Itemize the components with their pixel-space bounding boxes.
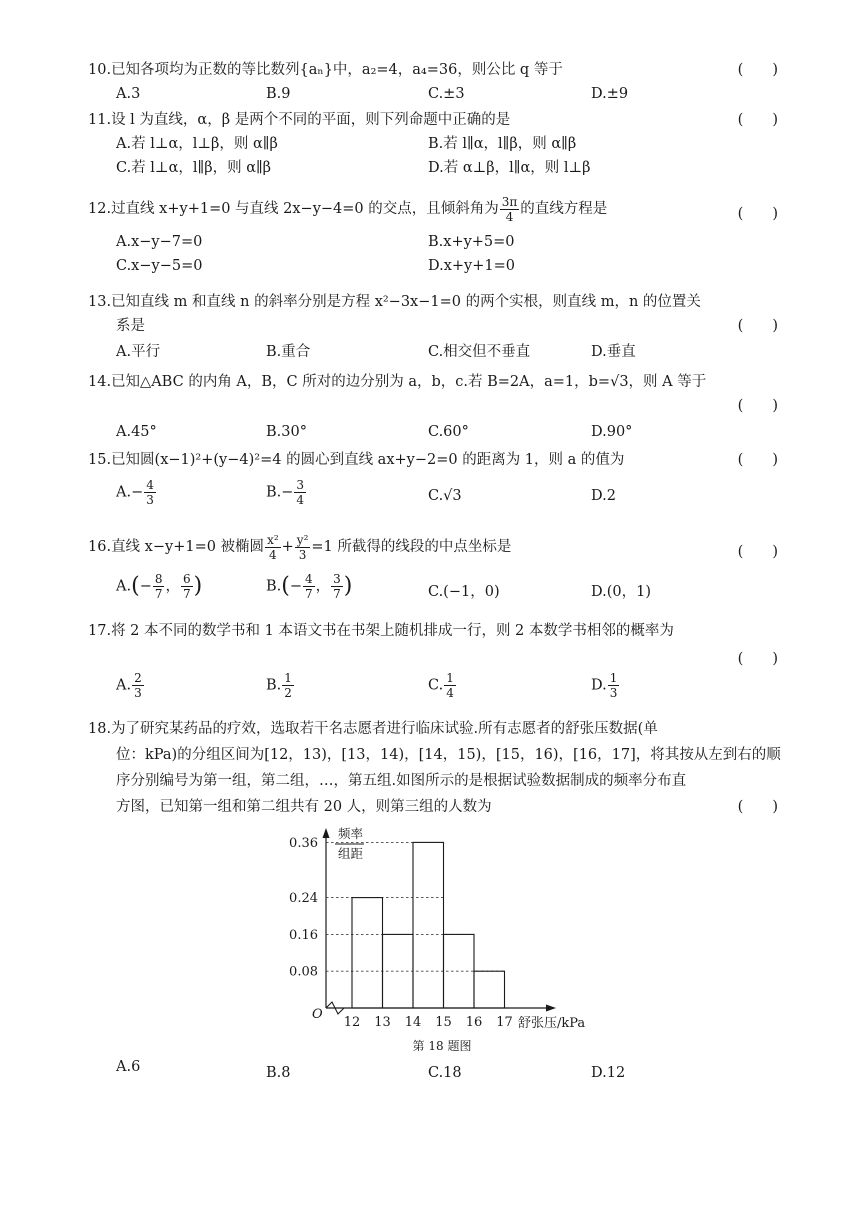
option-c[interactable]: C.x−y−5=0 [116, 258, 203, 274]
option-d[interactable]: D.90° [591, 424, 633, 440]
histogram-bar [474, 971, 505, 1008]
y-label-numerator: 频率 [338, 826, 364, 841]
option-a[interactable]: A. $\frac{2}{3}$ [116, 671, 142, 700]
question-number: 12. [88, 201, 112, 217]
fraction: $\frac{\text{x²}}{4}$ [267, 532, 279, 562]
option-a[interactable]: A.6 [116, 1059, 141, 1075]
option-d[interactable]: D.12 [591, 1065, 626, 1081]
x-tick-label: 17 [496, 1015, 513, 1030]
y-axis-arrow [323, 828, 330, 838]
option-a[interactable]: A.x−y−7=0 [116, 234, 203, 250]
question-10 [88, 58, 778, 108]
histogram-bar [352, 898, 383, 1008]
question-18 [88, 716, 781, 820]
answer-bracket: ( ) [737, 318, 778, 334]
option-b[interactable]: B.重合 [266, 344, 311, 360]
question-number: 17. [88, 623, 112, 639]
option-d[interactable]: D.2 [591, 488, 616, 504]
y-label-denominator: 组距 [338, 846, 364, 861]
options [116, 572, 778, 612]
question-stem: 已知圆(x−1)²+(y−4)²=4 的圆心到直线 ax+y−2=0 的距离为 1，则 a 的值为 [111, 452, 625, 468]
question-18-options [88, 1055, 778, 1081]
x-tick-label: 12 [343, 1015, 361, 1030]
x-axis-label: 舒张压/kPa [518, 1016, 586, 1031]
question-number: 14. [88, 374, 112, 390]
origin-label: O [312, 1007, 323, 1022]
question-15 [88, 448, 778, 518]
question-stem: 已知各项均为正数的等比数列{aₙ}中，a₂=4，a₄=36，则公比 q 等于 [111, 62, 563, 78]
figure-caption: 第 18 题图 [412, 1039, 472, 1053]
answer-bracket: ( ) [737, 544, 778, 560]
options-row-1 [116, 230, 778, 254]
option-c[interactable]: C. $\frac{1}{4}$ [428, 671, 454, 700]
options-row-2 [116, 156, 778, 180]
options [116, 478, 778, 518]
answer-bracket: ( ) [737, 651, 778, 667]
option-b[interactable]: B. $\frac{1}{2}$ [266, 671, 292, 700]
options-row-1 [116, 132, 778, 156]
option-b[interactable]: B.x+y+5=0 [428, 234, 515, 250]
question-12: 12.过直线 x+y+1=0 与直线 2x−y−4=0 的交点，且倾斜角为 $\frac{3\pi}{4}$ 的直线方程是 ( ) A.x−y−7=0 B.x+y+5=0 C.x−y−5=0 D.x+y+1=0 [88, 192, 778, 278]
option-c[interactable]: C.若 l⊥α，l∥β，则 α∥β [116, 160, 272, 176]
options-row-2 [116, 254, 778, 278]
question-number: 18. [88, 721, 112, 737]
option-d[interactable]: D.垂直 [591, 344, 636, 360]
question-stem-continued: 系是 [116, 318, 145, 334]
x-tick-label: 16 [465, 1015, 483, 1030]
option-c[interactable]: C.18 [428, 1065, 462, 1081]
question-stem: 已知△ABC 的内角 A，B，C 所对的边分别为 a，b，c.若 B=2A，a=1，b=√3，则 A 等于 [111, 374, 707, 390]
question-17 [88, 619, 778, 711]
fraction: $\frac{3}{4}$ [296, 478, 305, 507]
option-d[interactable]: D.(0，1) [591, 584, 651, 600]
frequency-histogram [280, 818, 640, 1058]
question-stem: 将 2 本不同的数学书和 1 本语文书在书架上随机排成一行，则 2 本数学书相邻的概率为 [111, 623, 674, 639]
y-tick-label: 0.24 [289, 891, 318, 907]
histogram-dashed-guides [326, 842, 505, 971]
option-b[interactable]: B.(− $\frac{4}{7}$ ， $\frac{3}{7}$ ) [266, 572, 353, 601]
question-stem: 直线 x−y+1=0 被椭圆 [111, 539, 265, 555]
y-tick-label: 0.36 [289, 835, 318, 851]
option-b[interactable]: B.若 l∥α，l∥β，则 α∥β [428, 136, 577, 152]
option-c[interactable]: C.60° [428, 424, 469, 440]
options [116, 671, 778, 711]
question-stem: 设 l 为直线，α，β 是两个不同的平面，则下列命题中正确的是 [111, 112, 511, 128]
answer-bracket: ( ) [737, 452, 778, 468]
option-a[interactable]: A.45° [116, 424, 157, 440]
question-stem-line-1: 为了研究某药品的疗效，选取若干名志愿者进行临床试验.所有志愿者的舒张压数据(单 [111, 721, 658, 737]
question-number: 13. [88, 294, 112, 310]
option-a[interactable]: A.(− $\frac{8}{7}$ ， $\frac{6}{7}$ ) [116, 572, 203, 601]
option-a[interactable]: A.− $\frac{4}{3}$ [116, 478, 154, 507]
x-tick-label: 13 [374, 1015, 391, 1030]
option-b[interactable]: B.8 [266, 1065, 291, 1081]
option-d[interactable]: D.若 α⊥β，l∥α，则 l⊥β [428, 160, 591, 176]
option-c[interactable]: C.(−1，0) [428, 584, 500, 600]
answer-bracket: ( ) [737, 398, 778, 414]
question-stem-line-4: 方图，已知第一组和第二组共有 20 人，则第三组的人数为 [116, 799, 492, 815]
question-11 [88, 108, 778, 180]
option-d[interactable]: D. $\frac{1}{3}$ [591, 671, 618, 700]
answer-bracket: ( ) [737, 799, 778, 815]
answer-bracket: ( ) [737, 62, 778, 78]
histogram-bar [413, 842, 444, 1008]
options [116, 82, 778, 108]
option-c[interactable]: C.±3 [428, 86, 465, 102]
x-tick-label: 15 [435, 1015, 452, 1030]
fraction: $\frac{3\pi}{4}$ [501, 194, 518, 224]
question-number: 15. [88, 452, 112, 468]
option-b[interactable]: B.9 [266, 86, 291, 102]
x-tick-label: 14 [404, 1015, 422, 1030]
question-14 [88, 370, 778, 446]
options [116, 1055, 778, 1081]
fraction: $\frac{4}{3}$ [146, 478, 154, 507]
options [116, 420, 778, 446]
option-b[interactable]: B.− $\frac{3}{4}$ [266, 478, 305, 507]
y-tick-label: 0.08 [289, 964, 318, 980]
y-tick-label: 0.16 [289, 927, 318, 943]
fraction: $\frac{\text{y²}}{3}$ [296, 532, 309, 562]
answer-bracket: ( ) [737, 112, 778, 128]
question-number: 10. [88, 62, 112, 78]
option-a[interactable]: A.3 [116, 86, 141, 102]
question-stem: 已知直线 m 和直线 n 的斜率分别是方程 x²−3x−1=0 的两个实根，则直线 m，n 的位置关 [111, 294, 701, 310]
answer-bracket: ( ) [737, 206, 778, 222]
x-axis-arrow [546, 1005, 556, 1012]
histogram-bars [352, 842, 505, 1008]
question-stem: 过直线 x+y+1=0 与直线 2x−y−4=0 的交点，且倾斜角为 [111, 201, 499, 217]
option-b[interactable]: B.30° [266, 424, 307, 440]
options [116, 340, 778, 366]
question-13 [88, 290, 778, 366]
question-16: 16.直线 x−y+1=0 被椭圆 $\frac{\text{x²}}{4}$ + $\frac{\text{y²}}{3}$ =1 所截得的线段的中点坐标是 ( ) A.(− $\frac{8}{7}$ ， $\frac{6}{7}$ ) B.(− $\frac{4}{7}$ ， $\frac{3}{7}$ ) C.(−1，0) D.(0，1) [88, 530, 778, 612]
question-stem-line-3: 序分别编号为第一组，第二组，…，第五组.如图所示的是根据试验数据制成的频率分布直 [116, 773, 687, 789]
option-d[interactable]: D.±9 [591, 86, 629, 102]
question-stem-line-2: 位：kPa)的分组区间为[12，13)，[13，14)，[14，15)，[15，16)，[16，17]，将其按从左到右的顺 [116, 747, 781, 763]
option-c[interactable]: C.相交但不垂直 [428, 344, 531, 360]
question-number: 16. [88, 539, 112, 555]
option-c[interactable]: C.√3 [428, 488, 462, 504]
option-d[interactable]: D.x+y+1=0 [428, 258, 515, 274]
question-number: 11. [88, 112, 112, 128]
option-a[interactable]: A.若 l⊥α，l⊥β，则 α∥β [116, 136, 278, 152]
histogram-labels [289, 826, 585, 1053]
option-a[interactable]: A.平行 [116, 344, 161, 360]
